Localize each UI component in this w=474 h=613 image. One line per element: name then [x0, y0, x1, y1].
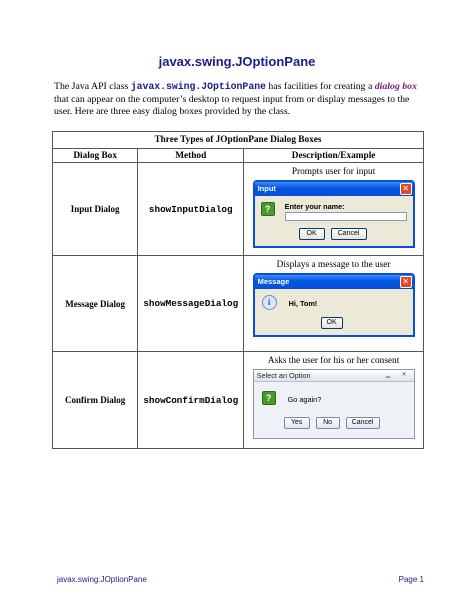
table-row [53, 256, 424, 352]
footer-page-number: Page 1 [398, 575, 424, 584]
table-caption: Three Types of JOptionPane Dialog Boxes [53, 132, 424, 149]
row-dialog-name: Confirm Dialog [53, 352, 138, 449]
dialog-question: Go again? [287, 395, 322, 404]
footer-left: javax.swing.JOptionPane [57, 575, 147, 584]
dialog-message: Hi, Tom! [288, 299, 318, 308]
row-method: showMessageDialog [138, 256, 244, 352]
row-description-text: Asks the user for his or her consent [267, 356, 400, 366]
cancel-button[interactable]: Cancel [331, 228, 367, 240]
row-description [244, 163, 424, 256]
dialog-types-table [52, 131, 424, 449]
row-dialog-name: Message Dialog [53, 256, 138, 352]
row-description-text: Displays a message to the user [276, 260, 391, 270]
table-row [53, 163, 424, 256]
question-icon: ? [261, 202, 275, 216]
intro-paragraph [54, 81, 424, 119]
dialog-body [255, 289, 413, 335]
dialog-titlebar [255, 275, 413, 289]
close-icon[interactable]: ✕ [400, 276, 412, 288]
row-method: showInputDialog [138, 163, 244, 256]
dialog-body [254, 382, 414, 439]
intro-class-name: javax.swing.JOptionPane [130, 81, 266, 92]
header-method: Method [138, 149, 244, 163]
ok-button[interactable]: OK [299, 228, 325, 240]
yes-button[interactable]: Yes [284, 417, 310, 429]
dialog-prompt: Enter your name: [284, 202, 345, 211]
intro-emphasis: dialog box [374, 81, 417, 92]
info-icon: i [262, 295, 277, 310]
row-description [244, 256, 424, 352]
dialog-title: Select an Option [256, 371, 311, 380]
row-dialog-name: Input Dialog [53, 163, 138, 256]
cancel-button[interactable]: Cancel [346, 417, 380, 429]
close-icon[interactable]: ✕ [401, 372, 407, 378]
table-header-row [53, 149, 424, 163]
intro-text-1: The Java API class [54, 81, 131, 92]
header-description: Description/Example [244, 149, 424, 163]
minimize-icon[interactable]: ▁ [385, 372, 391, 378]
no-button[interactable]: No [316, 417, 340, 429]
page-title: javax.swing.JOptionPane [158, 54, 316, 69]
confirm-dialog-example [253, 369, 415, 439]
row-method: showConfirmDialog [138, 352, 244, 449]
intro-text-3: that can appear on the computer’s desktop to request input from or display messages to the user. Here are three easy dialog boxes provided by the class. [54, 93, 410, 118]
dialog-body [255, 196, 413, 246]
question-icon: ? [262, 391, 276, 405]
dialog-titlebar [254, 370, 414, 382]
dialog-title: Input [257, 184, 276, 193]
intro-text-2: has facilities for creating a [265, 81, 375, 92]
table-caption-row [53, 132, 424, 149]
table-row [53, 352, 424, 449]
row-description-text: Prompts user for input [291, 167, 376, 177]
message-dialog-example [253, 273, 415, 337]
ok-button[interactable]: OK [321, 317, 343, 329]
close-icon[interactable]: ✕ [400, 183, 412, 195]
input-dialog-example [253, 180, 415, 248]
dialog-titlebar [255, 182, 413, 196]
header-dialog-box: Dialog Box [53, 149, 138, 163]
row-description [244, 352, 424, 449]
name-input[interactable] [285, 212, 407, 221]
dialog-title: Message [257, 277, 290, 286]
